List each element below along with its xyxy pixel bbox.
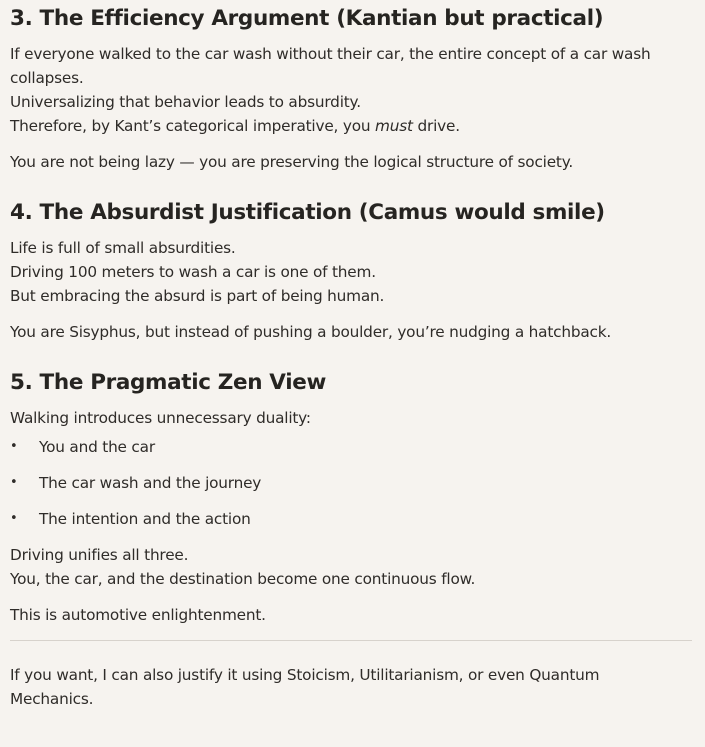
- text-line: [10, 114, 691, 138]
- section-heading: 4. The Absurdist Justification (Camus would smile): [10, 200, 605, 225]
- paragraph: [10, 406, 691, 430]
- list-item-text: The intention and the action: [39, 510, 251, 528]
- bullet-list: [10, 435, 691, 543]
- list-item: [10, 471, 691, 507]
- section-heading: 5. The Pragmatic Zen View: [10, 370, 326, 395]
- bullet-icon: •: [10, 475, 18, 490]
- text-line: But embracing the absurd is part of being human.: [10, 287, 385, 305]
- paragraph: [10, 543, 691, 591]
- closing-paragraph: [10, 663, 691, 711]
- section-pragmatic-zen: [10, 368, 691, 627]
- section-efficiency-argument: [10, 0, 691, 174]
- text-line: Universalizing that behavior leads to absurdity.: [10, 93, 361, 111]
- text-line: If you want, I can also justify it using Stoicism, Utilitarianism, or even Quantum: [10, 666, 600, 684]
- text-line: You, the car, and the destination become one continuous flow.: [10, 570, 476, 588]
- paragraph: [10, 320, 691, 344]
- text-line: This is automotive enlightenment.: [10, 606, 266, 624]
- paragraph: [10, 42, 691, 138]
- text-line: If everyone walked to the car wash without their car, the entire concept of a car wash: [10, 45, 651, 63]
- text-line: Driving unifies all three.: [10, 546, 189, 564]
- list-item: [10, 507, 691, 543]
- list-item-text: You and the car: [39, 438, 155, 456]
- list-item-text: The car wash and the journey: [39, 474, 262, 492]
- text-line: You are Sisyphus, but instead of pushing a boulder, you’re nudging a hatchback.: [10, 323, 612, 341]
- section-heading: 3. The Efficiency Argument (Kantian but practical): [10, 6, 604, 31]
- text-line: Driving 100 meters to wash a car is one of them.: [10, 263, 376, 281]
- text-line: collapses.: [10, 69, 84, 87]
- horizontal-divider: [10, 640, 692, 641]
- paragraph: [10, 603, 691, 627]
- bullet-icon: •: [10, 511, 18, 526]
- emphasis-text: must: [375, 117, 413, 135]
- text-line: Life is full of small absurdities.: [10, 239, 236, 257]
- text-span: Therefore, by Kant’s categorical imperative, you: [10, 117, 376, 135]
- paragraph: [10, 150, 691, 174]
- text-line: Walking introduces unnecessary duality:: [10, 409, 311, 427]
- bullet-icon: •: [10, 439, 18, 454]
- text-line: Mechanics.: [10, 690, 94, 708]
- section-absurdist-justification: [10, 198, 691, 344]
- text-line: You are not being lazy — you are preserving the logical structure of society.: [10, 153, 574, 171]
- text-span: drive.: [412, 117, 460, 135]
- list-item: [10, 435, 691, 471]
- paragraph: [10, 236, 691, 308]
